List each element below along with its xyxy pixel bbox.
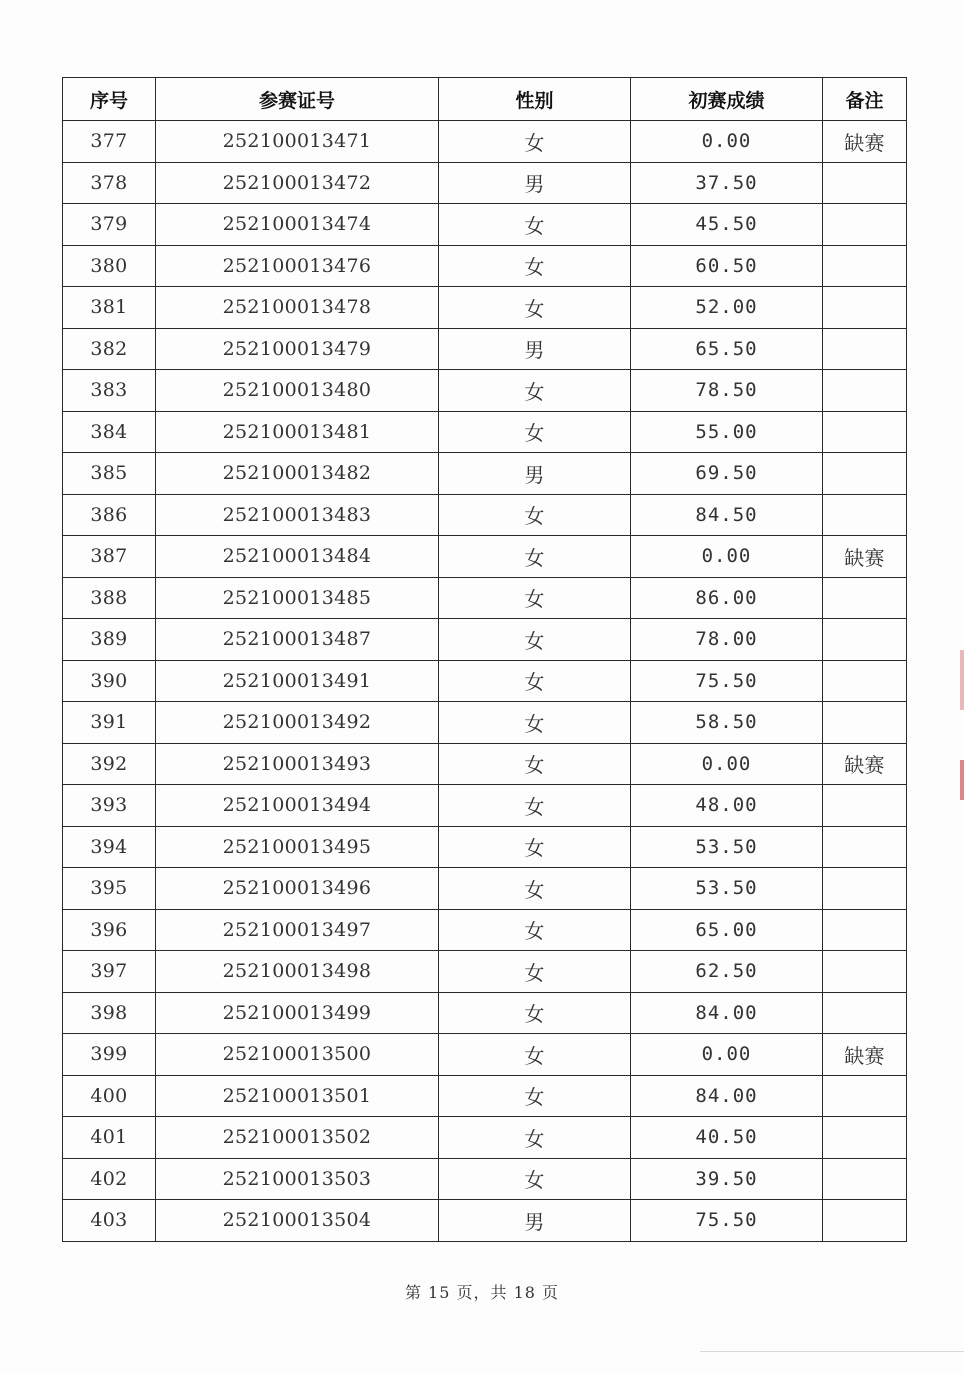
cell-seq: 383 [63,370,156,412]
cell-ticket-number: 252100013487 [156,619,439,661]
cell-remark [823,204,907,246]
cell-seq: 388 [63,577,156,619]
cell-seq: 389 [63,619,156,661]
cell-ticket-number: 252100013504 [156,1200,439,1242]
cell-remark [823,577,907,619]
cell-ticket-number: 252100013494 [156,785,439,827]
cell-remark [823,785,907,827]
cell-remark [823,287,907,329]
cell-seq: 391 [63,702,156,744]
cell-remark: 缺赛 [823,121,907,163]
cell-score: 48.00 [631,785,823,827]
cell-remark [823,660,907,702]
cell-remark [823,868,907,910]
header-seq: 序号 [63,78,156,121]
cell-score: 69.50 [631,453,823,495]
cell-score: 53.50 [631,826,823,868]
cell-remark [823,1075,907,1117]
cell-ticket-number: 252100013501 [156,1075,439,1117]
cell-score: 78.50 [631,370,823,412]
cell-ticket-number: 252100013495 [156,826,439,868]
cell-seq: 379 [63,204,156,246]
cell-seq: 385 [63,453,156,495]
table-row [63,162,907,204]
table-row [63,951,907,993]
cell-score: 0.00 [631,743,823,785]
scan-artifact-line [700,1351,964,1352]
cell-seq: 400 [63,1075,156,1117]
table-row [63,1075,907,1117]
cell-gender: 女 [439,826,631,868]
cell-score: 45.50 [631,204,823,246]
cell-ticket-number: 252100013482 [156,453,439,495]
cell-gender: 女 [439,743,631,785]
table-row [63,826,907,868]
cell-seq: 380 [63,245,156,287]
cell-score: 55.00 [631,411,823,453]
cell-gender: 女 [439,1158,631,1200]
cell-remark [823,826,907,868]
cell-ticket-number: 252100013478 [156,287,439,329]
cell-ticket-number: 252100013474 [156,204,439,246]
table-row [63,577,907,619]
table-row [63,868,907,910]
table-row [63,1034,907,1076]
cell-remark: 缺赛 [823,1034,907,1076]
table-row [63,992,907,1034]
cell-gender: 女 [439,1075,631,1117]
cell-remark [823,1117,907,1159]
cell-seq: 394 [63,826,156,868]
cell-remark: 缺赛 [823,743,907,785]
cell-ticket-number: 252100013479 [156,328,439,370]
cell-remark [823,245,907,287]
cell-ticket-number: 252100013485 [156,577,439,619]
cell-ticket-number: 252100013493 [156,743,439,785]
cell-score: 86.00 [631,577,823,619]
cell-ticket-number: 252100013491 [156,660,439,702]
score-table [62,77,907,1242]
cell-score: 62.50 [631,951,823,993]
cell-score: 84.00 [631,992,823,1034]
cell-score: 65.00 [631,909,823,951]
cell-seq: 398 [63,992,156,1034]
table-row [63,785,907,827]
cell-gender: 女 [439,951,631,993]
table-body [63,121,907,1242]
cell-seq: 386 [63,494,156,536]
table-header-row [63,78,907,121]
cell-ticket-number: 252100013484 [156,536,439,578]
header-ticket-number: 参赛证号 [156,78,439,121]
cell-score: 75.50 [631,660,823,702]
cell-remark [823,370,907,412]
cell-gender: 女 [439,660,631,702]
cell-remark [823,328,907,370]
cell-seq: 392 [63,743,156,785]
cell-seq: 396 [63,909,156,951]
cell-score: 75.50 [631,1200,823,1242]
cell-gender: 男 [439,162,631,204]
scan-edge-mark [960,760,964,800]
cell-score: 84.50 [631,494,823,536]
table-row [63,204,907,246]
cell-remark: 缺赛 [823,536,907,578]
cell-gender: 女 [439,1117,631,1159]
table-row [63,1200,907,1242]
cell-seq: 399 [63,1034,156,1076]
table-row [63,494,907,536]
cell-gender: 女 [439,370,631,412]
cell-gender: 女 [439,121,631,163]
cell-seq: 390 [63,660,156,702]
cell-remark [823,1158,907,1200]
table-row [63,328,907,370]
cell-seq: 384 [63,411,156,453]
header-remark: 备注 [823,78,907,121]
cell-score: 65.50 [631,328,823,370]
cell-ticket-number: 252100013496 [156,868,439,910]
cell-ticket-number: 252100013471 [156,121,439,163]
cell-gender: 女 [439,785,631,827]
cell-score: 78.00 [631,619,823,661]
cell-seq: 377 [63,121,156,163]
cell-gender: 女 [439,411,631,453]
cell-remark [823,453,907,495]
cell-seq: 402 [63,1158,156,1200]
cell-score: 58.50 [631,702,823,744]
page-number-footer: 第 15 页，共 18 页 [404,1283,560,1302]
cell-gender: 女 [439,619,631,661]
cell-seq: 395 [63,868,156,910]
table-row [63,245,907,287]
cell-score: 37.50 [631,162,823,204]
cell-gender: 男 [439,1200,631,1242]
cell-score: 0.00 [631,536,823,578]
cell-gender: 女 [439,1034,631,1076]
cell-ticket-number: 252100013481 [156,411,439,453]
table-row [63,702,907,744]
cell-seq: 401 [63,1117,156,1159]
cell-ticket-number: 252100013503 [156,1158,439,1200]
cell-gender: 女 [439,536,631,578]
cell-ticket-number: 252100013502 [156,1117,439,1159]
cell-gender: 女 [439,868,631,910]
cell-remark [823,951,907,993]
cell-ticket-number: 252100013497 [156,909,439,951]
cell-score: 40.50 [631,1117,823,1159]
table-row [63,453,907,495]
table-row [63,909,907,951]
cell-remark [823,162,907,204]
cell-seq: 378 [63,162,156,204]
cell-score: 0.00 [631,121,823,163]
cell-gender: 男 [439,453,631,495]
cell-gender: 女 [439,702,631,744]
cell-score: 52.00 [631,287,823,329]
cell-gender: 女 [439,992,631,1034]
cell-gender: 女 [439,204,631,246]
cell-gender: 女 [439,577,631,619]
table-row [63,660,907,702]
cell-gender: 女 [439,245,631,287]
cell-ticket-number: 252100013492 [156,702,439,744]
cell-seq: 381 [63,287,156,329]
cell-score: 84.00 [631,1075,823,1117]
header-gender: 性别 [439,78,631,121]
cell-remark [823,1200,907,1242]
cell-seq: 403 [63,1200,156,1242]
cell-score: 60.50 [631,245,823,287]
table-row [63,619,907,661]
cell-score: 39.50 [631,1158,823,1200]
cell-score: 0.00 [631,1034,823,1076]
cell-remark [823,411,907,453]
cell-remark [823,702,907,744]
cell-seq: 397 [63,951,156,993]
cell-remark [823,992,907,1034]
cell-gender: 男 [439,328,631,370]
cell-seq: 382 [63,328,156,370]
cell-remark [823,619,907,661]
cell-ticket-number: 252100013472 [156,162,439,204]
cell-ticket-number: 252100013498 [156,951,439,993]
table-row [63,1117,907,1159]
cell-seq: 393 [63,785,156,827]
cell-ticket-number: 252100013476 [156,245,439,287]
cell-seq: 387 [63,536,156,578]
table-row [63,411,907,453]
cell-remark [823,909,907,951]
table-row [63,743,907,785]
cell-ticket-number: 252100013499 [156,992,439,1034]
table-row [63,1158,907,1200]
scan-edge-mark [960,650,964,710]
cell-gender: 女 [439,287,631,329]
table-row [63,536,907,578]
cell-ticket-number: 252100013480 [156,370,439,412]
cell-remark [823,494,907,536]
table-row [63,370,907,412]
cell-ticket-number: 252100013483 [156,494,439,536]
header-preliminary-score: 初赛成绩 [631,78,823,121]
cell-gender: 女 [439,494,631,536]
cell-score: 53.50 [631,868,823,910]
table-row [63,121,907,163]
cell-ticket-number: 252100013500 [156,1034,439,1076]
table-row [63,287,907,329]
cell-gender: 女 [439,909,631,951]
